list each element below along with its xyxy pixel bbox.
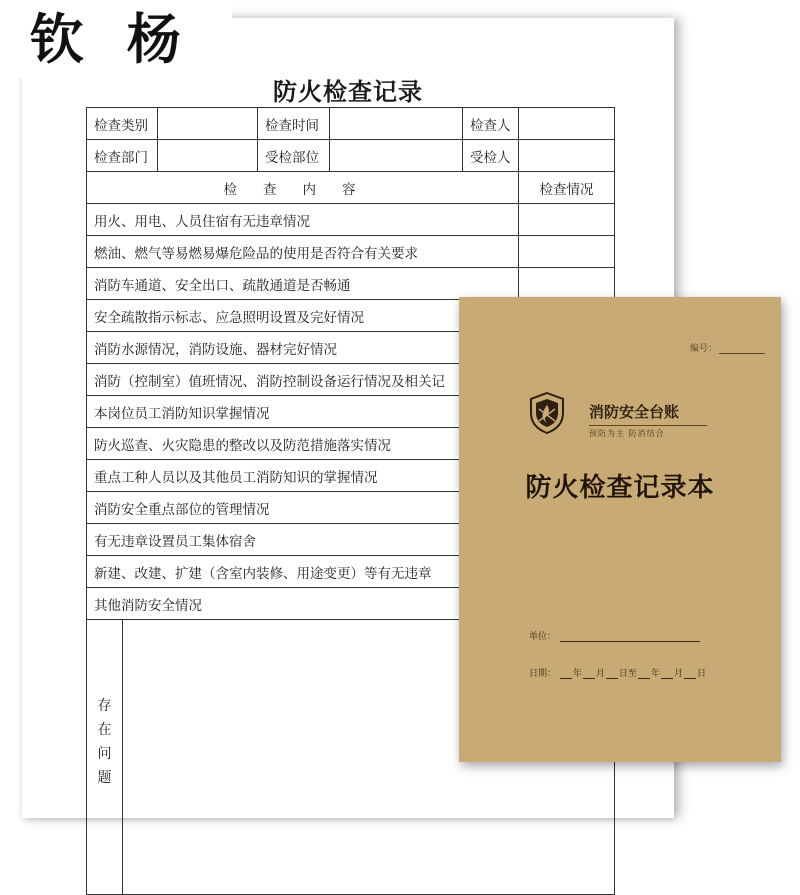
content-header: 检查内容 bbox=[87, 172, 519, 204]
checklist-item: 消防安全重点部位的管理情况 bbox=[87, 492, 519, 524]
header-label: 检查时间 bbox=[258, 108, 330, 140]
header-label: 检查人 bbox=[463, 108, 519, 140]
checklist-row bbox=[87, 204, 615, 236]
checklist-item: 消防车通道、安全出口、疏散通道是否畅通 bbox=[87, 268, 519, 300]
checklist-status-cell[interactable] bbox=[519, 204, 615, 236]
checklist-item: 燃油、燃气等易燃易爆危险品的使用是否符合有关要求 bbox=[87, 236, 519, 268]
checklist-status-cell[interactable] bbox=[519, 236, 615, 268]
checklist-item: 消防水源情况，消防设施、器材完好情况 bbox=[87, 332, 519, 364]
header-row bbox=[87, 108, 615, 140]
ledger-motto: 预防为主 防消结合 bbox=[589, 425, 707, 439]
header-value-field[interactable] bbox=[158, 108, 258, 140]
date-part: 日至 bbox=[618, 669, 637, 679]
checklist-status-cell[interactable] bbox=[519, 268, 615, 300]
header-value-field[interactable] bbox=[519, 140, 615, 172]
header-value-field[interactable] bbox=[330, 108, 463, 140]
checklist-item: 重点工种人员以及其他员工消防知识的掌握情况 bbox=[87, 460, 519, 492]
checklist-row bbox=[87, 236, 615, 268]
issues-label bbox=[87, 620, 123, 895]
header-label: 受检部位 bbox=[258, 140, 330, 172]
date-label: 日期： bbox=[529, 669, 557, 679]
ledger-tagline: 消防安全台账 bbox=[589, 403, 680, 421]
header-label: 受检人 bbox=[463, 140, 519, 172]
header-label: 检查类别 bbox=[87, 108, 158, 140]
checklist-item: 其他消防安全情况 bbox=[87, 588, 519, 620]
checklist-item: 本岗位员工消防知识掌握情况 bbox=[87, 396, 519, 428]
serial-number-field bbox=[690, 341, 765, 354]
ledger-cover bbox=[459, 297, 781, 762]
unit-blank bbox=[560, 632, 700, 642]
date-part: 年 bbox=[650, 669, 660, 679]
form-title: 防火检查记录 bbox=[273, 78, 423, 106]
ledger-title: 防火检查记录本 bbox=[525, 473, 715, 503]
header-value-field[interactable] bbox=[519, 108, 615, 140]
checklist-item: 用火、用电、人员住宿有无违章情况 bbox=[87, 204, 519, 236]
unit-label: 单位： bbox=[529, 632, 557, 642]
unit-field bbox=[529, 629, 700, 642]
checklist-item: 防火巡查、火灾隐患的整改以及防范措施落实情况 bbox=[87, 428, 519, 460]
issues-label-char: 在 bbox=[97, 722, 112, 738]
date-field bbox=[529, 666, 706, 679]
content-header-row bbox=[87, 172, 615, 204]
header-value-field[interactable] bbox=[158, 140, 258, 172]
header-row bbox=[87, 140, 615, 172]
serial-label: 编号： bbox=[689, 344, 717, 354]
issues-label-char: 存 bbox=[97, 698, 112, 714]
status-header: 检查情况 bbox=[519, 172, 615, 204]
fire-emblem-icon bbox=[525, 391, 569, 435]
date-part: 月 bbox=[673, 669, 683, 679]
checklist-row bbox=[87, 268, 615, 300]
brand-logo: 钦 杨 bbox=[0, 0, 232, 78]
serial-blank bbox=[719, 344, 765, 354]
checklist-item: 有无违章设置员工集体宿舍 bbox=[87, 524, 519, 556]
checklist-item: 消防（控制室）值班情况、消防控制设备运行情况及相关记 bbox=[87, 364, 519, 396]
checklist-item: 安全疏散指示标志、应急照明设置及完好情况 bbox=[87, 300, 519, 332]
header-label: 检查部门 bbox=[87, 140, 158, 172]
issues-label-char: 问 bbox=[97, 746, 112, 762]
issues-label-char: 题 bbox=[97, 770, 112, 786]
date-part: 年 bbox=[572, 669, 582, 679]
date-part: 月 bbox=[595, 669, 605, 679]
date-part: 日 bbox=[696, 669, 706, 679]
header-value-field[interactable] bbox=[330, 140, 463, 172]
checklist-item: 新建、改建、扩建（含室内装修、用途变更）等有无违章 bbox=[87, 556, 519, 588]
